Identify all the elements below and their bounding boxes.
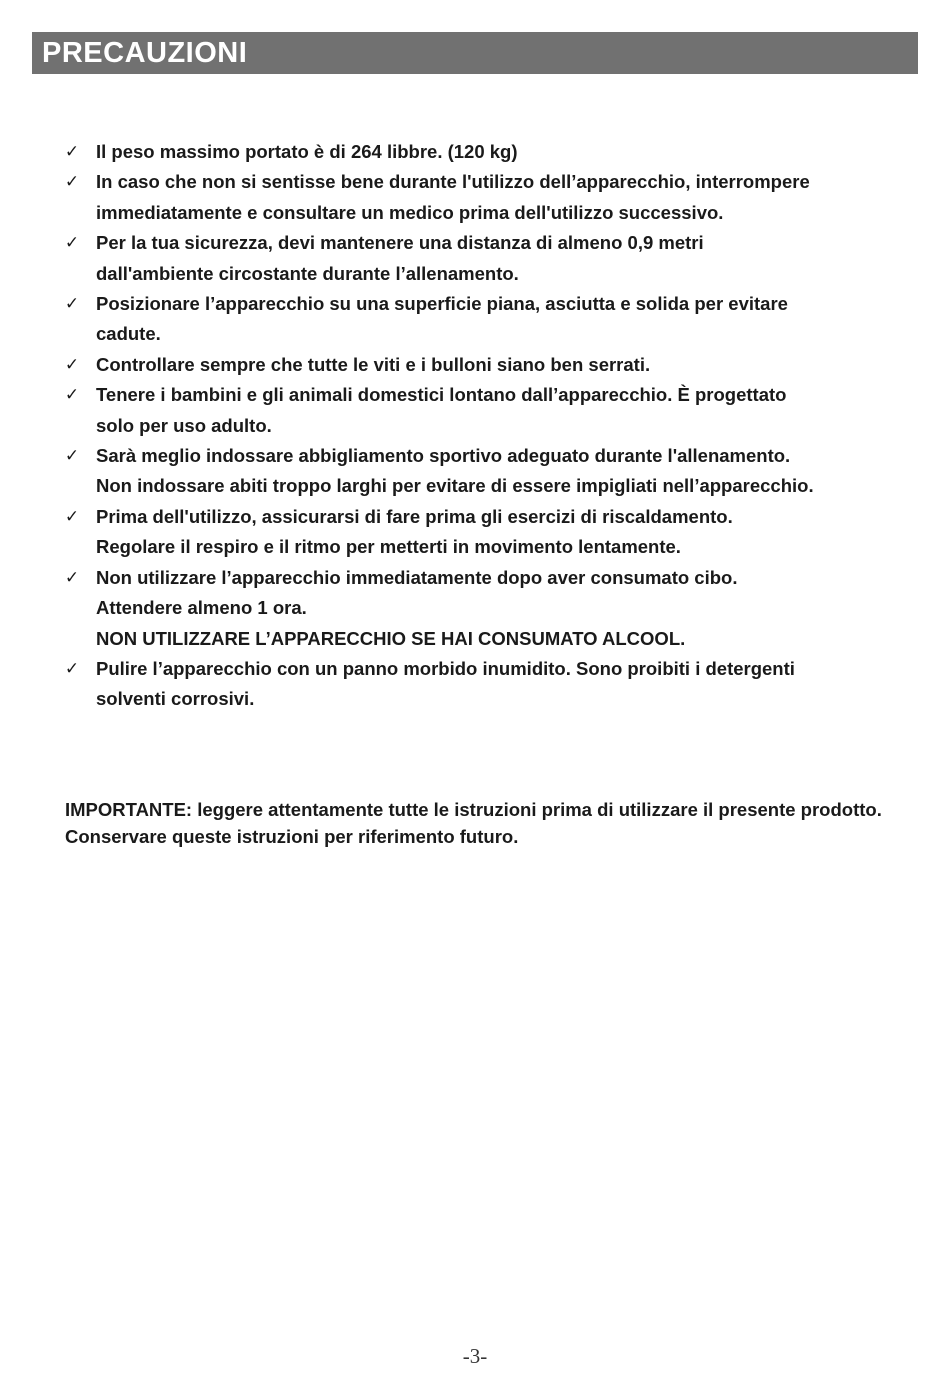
list-item <box>62 441 902 502</box>
important-label: IMPORTANTE: <box>65 799 193 820</box>
list-item-text: solventi corrosivi. <box>96 688 255 710</box>
list-item-text: Sarà meglio indossare abbigliamento sportivo adeguato durante l'allenamento. <box>96 445 791 467</box>
list-item-text: Non utilizzare l’apparecchio immediatamente dopo aver consumato cibo. <box>96 566 738 588</box>
list-item-text: Il peso massimo portato è di 264 libbre. (120 kg) <box>96 141 518 162</box>
list-item-text: dall'ambiente circostante durante l’allenamento. <box>96 262 519 284</box>
check-icon: ✓ <box>64 354 80 375</box>
list-item-text: cadute. <box>96 323 161 345</box>
list-item <box>62 137 902 167</box>
section-header <box>32 32 918 74</box>
list-item-text: In caso che non si sentisse bene durante l'utilizzo dell’apparecchio, interrompere <box>96 171 810 193</box>
list-item-text: Tenere i bambini e gli animali domestici lontano dall’apparecchio. È progettato <box>96 384 787 406</box>
check-icon: ✓ <box>64 446 80 467</box>
check-icon: ✓ <box>64 567 80 588</box>
check-icon: ✓ <box>64 658 80 679</box>
list-item <box>62 167 902 228</box>
list-item <box>62 228 902 289</box>
list-item <box>62 563 902 654</box>
page-number: -3- <box>462 1344 488 1368</box>
list-item-text: Controllare sempre che tutte le viti e i bulloni siano ben serrati. <box>96 353 651 375</box>
check-icon: ✓ <box>64 233 80 254</box>
list-item-text: Non indossare abiti troppo larghi per evitare di essere impigliati nell’apparecchio. <box>96 475 814 497</box>
list-item <box>62 380 902 441</box>
list-item-text: Prima dell'utilizzo, assicurarsi di fare prima gli esercizi di riscaldamento. <box>96 505 733 527</box>
list-item-warning: NON UTILIZZARE L’APPARECCHIO SE HAI CONSUMATO ALCOOL. <box>96 627 686 649</box>
section-title: PRECAUZIONI <box>42 36 248 69</box>
check-icon: ✓ <box>64 172 80 193</box>
list-item-text: Posizionare l’apparecchio su una superficie piana, asciutta e solida per evitare <box>96 293 788 315</box>
list-item <box>62 502 902 563</box>
list-item-text: Pulire l’apparecchio con un panno morbido inumidito. Sono proibiti i detergenti <box>96 657 795 679</box>
list-item <box>62 350 902 380</box>
important-text: leggere attentamente tutte le istruzioni prima di utilizzare il presente prodotto. Conservare queste istruzioni per riferimento futuro. <box>65 799 882 847</box>
important-note <box>65 796 905 850</box>
list-item-text: solo per uso adulto. <box>96 414 272 436</box>
list-item-text: Attendere almeno 1 ora. <box>96 597 307 619</box>
check-icon: ✓ <box>64 385 80 406</box>
check-icon: ✓ <box>64 142 80 162</box>
list-item <box>62 289 902 350</box>
list-item-text: immediatamente e consultare un medico prima dell'utilizzo successivo. <box>96 201 724 223</box>
list-item <box>62 654 902 715</box>
list-item-text: Per la tua sicurezza, devi mantenere una distanza di almeno 0,9 metri <box>96 232 704 254</box>
check-icon: ✓ <box>64 506 80 527</box>
precautions-list <box>62 137 902 715</box>
list-item-text: Regolare il respiro e il ritmo per metterti in movimento lentamente. <box>96 536 681 558</box>
check-icon: ✓ <box>64 294 80 315</box>
